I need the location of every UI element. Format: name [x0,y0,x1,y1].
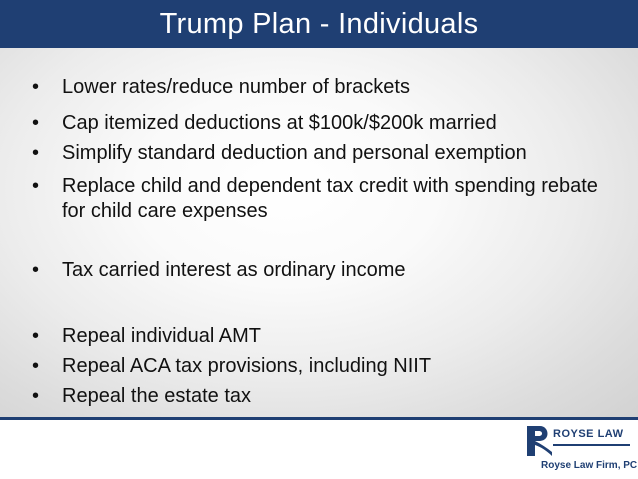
bullet-item [32,354,602,379]
bullet-text: Repeal the estate tax [62,385,252,407]
bullet-dot: • [32,355,40,377]
bullet-item [32,141,602,166]
bullet-dot: • [32,175,40,197]
bullet-dot: • [32,259,40,281]
bullet-item [32,258,602,283]
bullet-item [32,384,602,409]
bullet-text: Repeal individual AMT [62,325,261,347]
logo-name: ROYSE LAW [553,428,624,440]
footer [0,417,638,479]
bullet-text: Cap itemized deductions at $100k/$200k married [62,112,497,134]
slide-content [0,48,638,417]
bullet-dot: • [32,76,40,98]
logo-rule [553,444,630,446]
bullet-text: Replace child and dependent tax credit with spending rebate for child care expenses [62,175,598,222]
bullet-dot: • [32,325,40,347]
title-bar [0,0,638,48]
royse-logo-icon [523,424,553,458]
royse-law-logo [523,424,638,474]
bullet-dot: • [32,385,40,407]
bullet-item [32,75,602,100]
bullet-dot: • [32,142,40,164]
bullet-item [32,174,602,224]
bullet-dot: • [32,112,40,134]
bullet-text: Lower rates/reduce number of brackets [62,76,410,98]
bullet-text: Simplify standard deduction and personal exemption [62,142,527,164]
bullet-text: Tax carried interest as ordinary income [62,259,406,281]
bullet-item [32,324,602,349]
bullet-item [32,111,602,136]
slide-title: Trump Plan - Individuals [159,7,479,40]
footer-divider [0,417,638,420]
logo-firm-name: Royse Law Firm, PC [541,460,638,471]
bullet-text: Repeal ACA tax provisions, including NIIT [62,355,432,377]
